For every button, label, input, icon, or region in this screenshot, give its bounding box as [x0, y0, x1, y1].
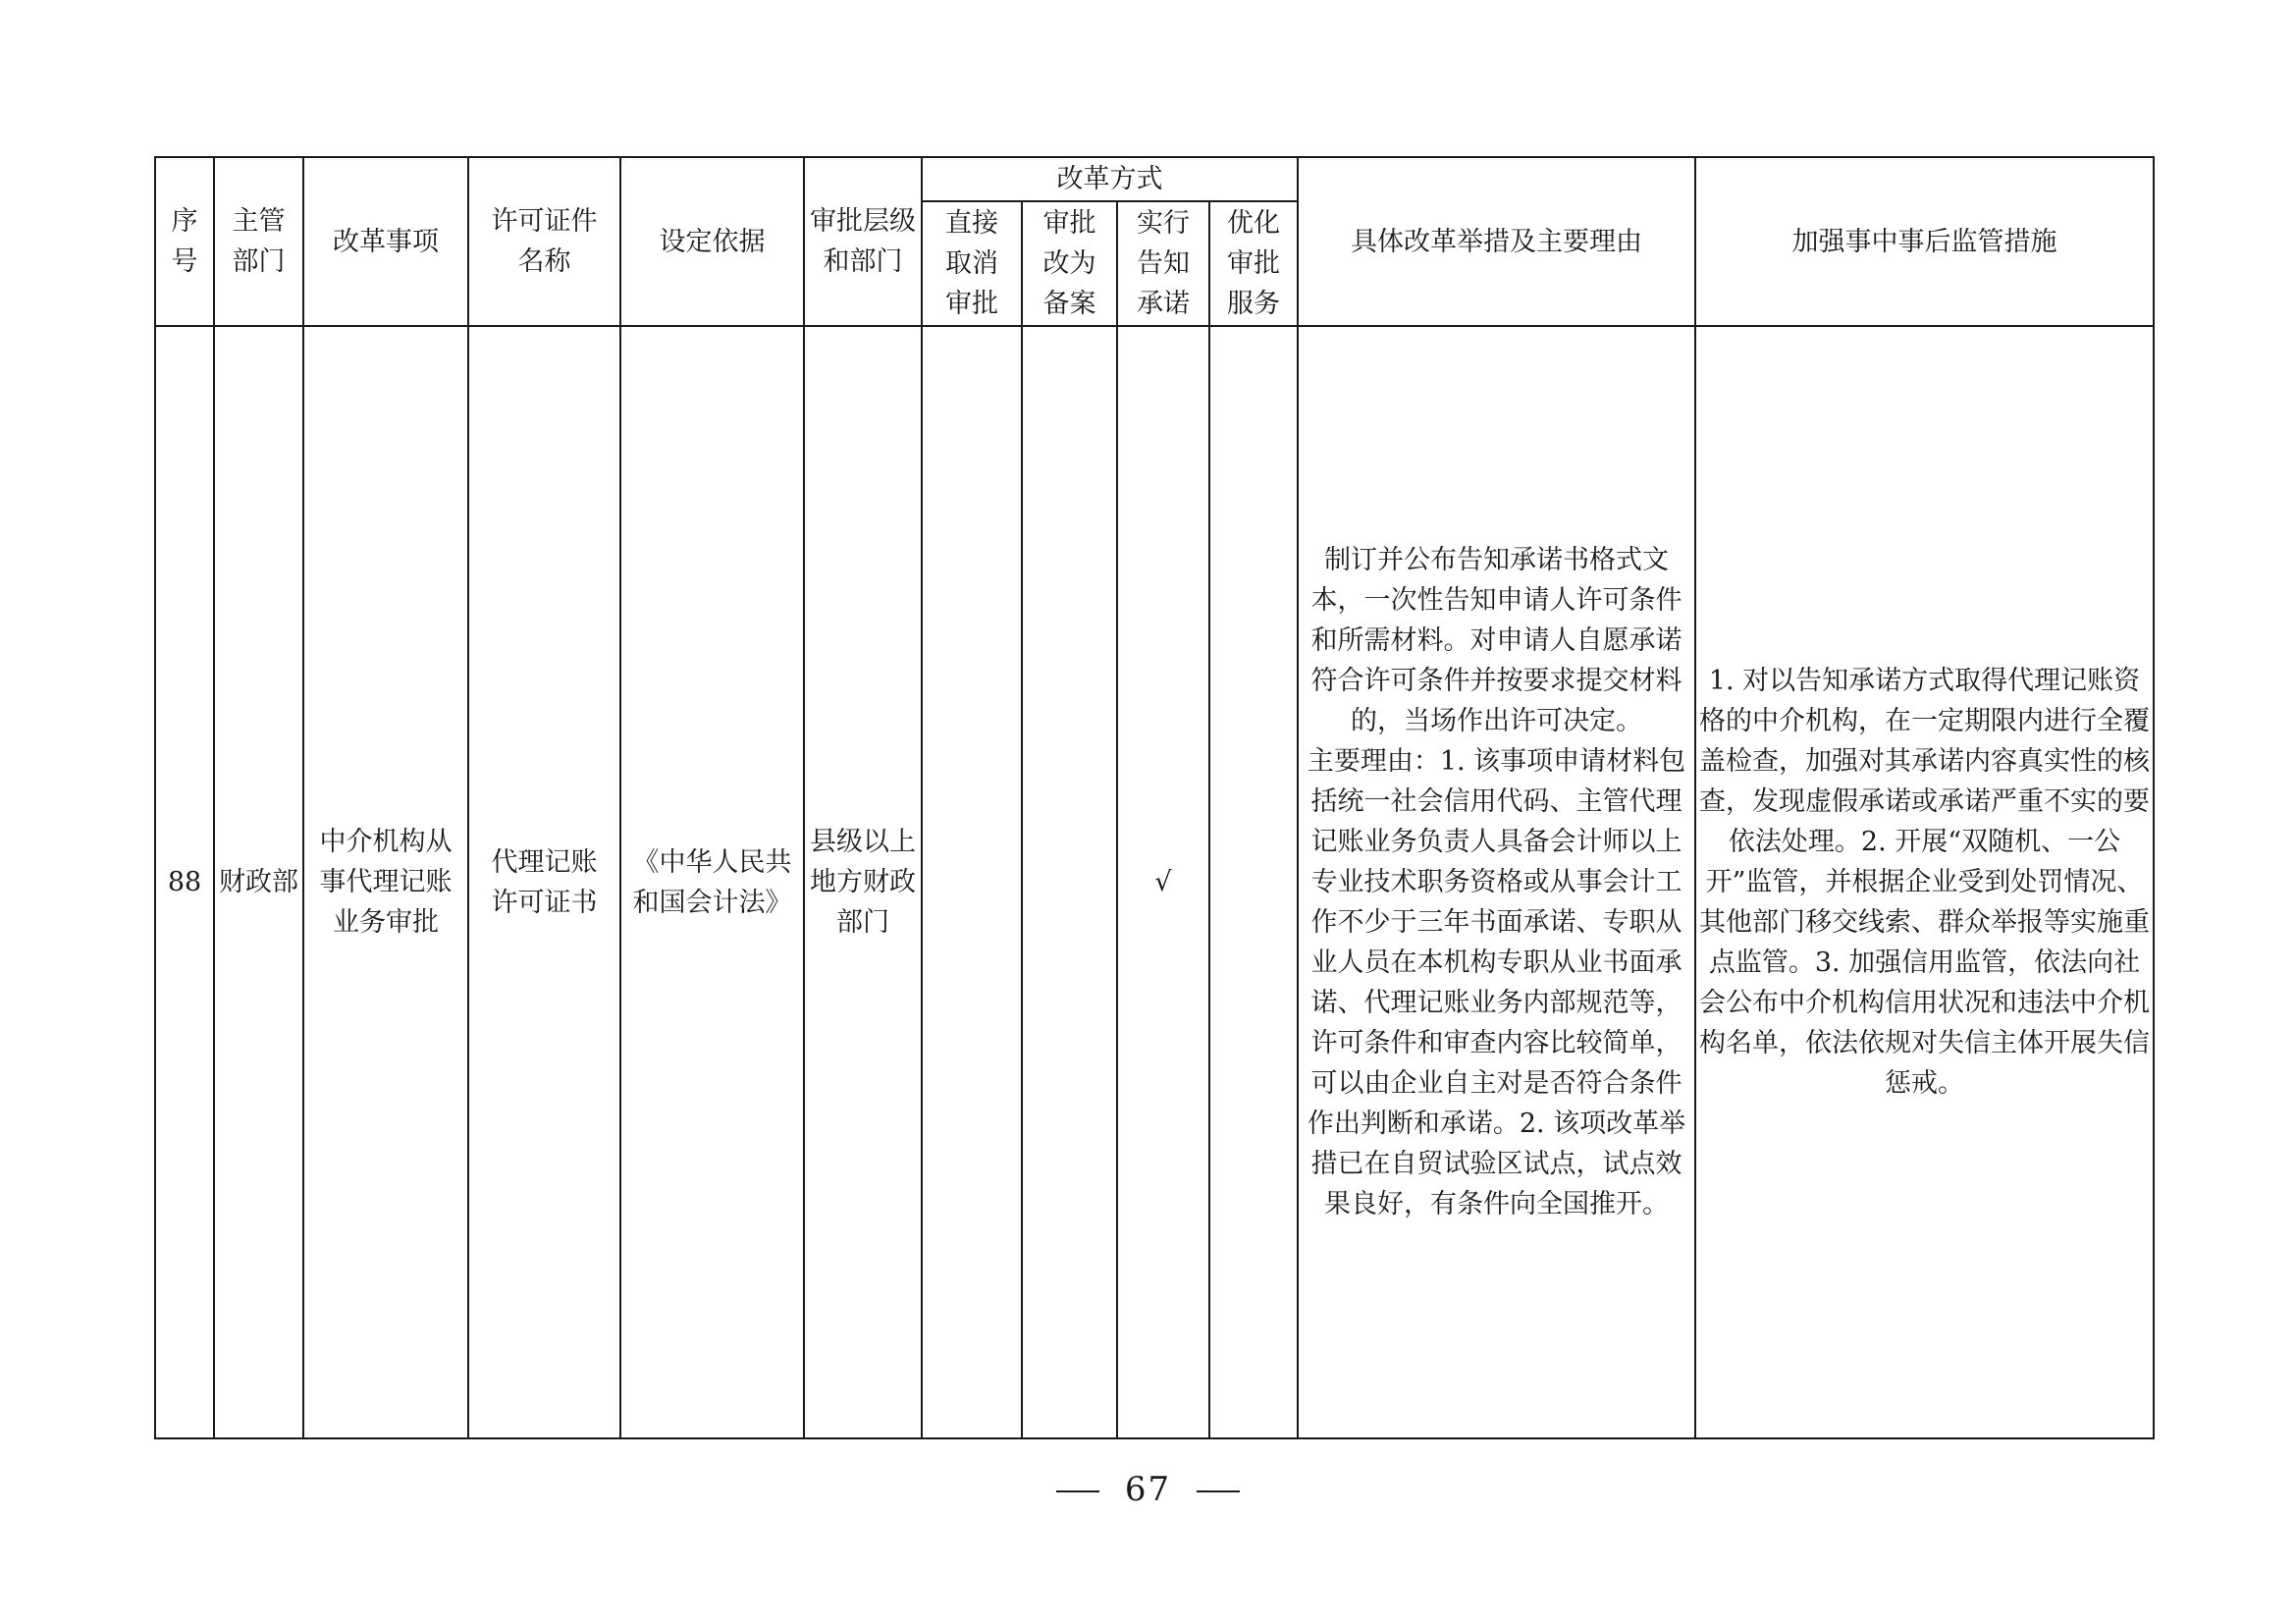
header-seq: 序号	[155, 157, 214, 326]
cell-measures: 制订并公布告知承诺书格式文本，一次性告知申请人许可条件和所需材料。对申请人自愿承诺符合许可条件并按要求提交材料的，当场作出许可决定。 主要理由：1. 该事项申请材料包括统一社会信用代码、主管代理记账业务负责人具备会计师以上专业技术职务资格或从事会计工作不少于三年书面承诺、专职从业人员在本机构专职从业书面承诺、代理记账业务内部规范等，许可条件和审查内容比较简单，可以由企业自主对是否符合条件作出判断和承诺。2. 该项改革举措已在自贸试验区试点，试点效果良好，有条件向全国推开。	[1298, 326, 1695, 1438]
header-method-filing: 审批改为备案	[1022, 201, 1117, 326]
cell-method-filing	[1022, 326, 1117, 1438]
header-measures: 具体改革举措及主要理由	[1298, 157, 1695, 326]
cell-supervision: 1. 对以告知承诺方式取得代理记账资格的中介机构，在一定期限内进行全覆盖检查，加强对其承诺内容真实性的核查，发现虚假承诺或承诺严重不实的要依法处理。2. 开展“双随机、一公开”监管，并根据企业受到处罚情况、其他部门移交线索、群众举报等实施重点监管。3. 加强信用监管，依法向社会公布中介机构信用状况和违法中介机构名单，依法依规对失信主体开展失信惩戒。	[1695, 326, 2154, 1438]
cell-method-cancel	[922, 326, 1022, 1438]
header-method-optimize: 优化审批服务	[1209, 201, 1298, 326]
left-dash	[1056, 1490, 1099, 1492]
header-department: 主管部门	[214, 157, 303, 326]
cell-method-optimize	[1209, 326, 1298, 1438]
cell-approval-level: 县级以上地方财政部门	[804, 326, 922, 1438]
header-method-cancel: 直接取消审批	[922, 201, 1022, 326]
table-row	[155, 326, 2154, 1438]
header-legal-basis: 设定依据	[620, 157, 804, 326]
cell-legal-basis: 《中华人民共和国会计法》	[620, 326, 804, 1438]
page-number	[0, 1470, 2296, 1509]
cell-license-name: 代理记账许可证书	[468, 326, 620, 1438]
header-method-commitment: 实行告知承诺	[1117, 201, 1209, 326]
reform-table	[154, 156, 2155, 1439]
header-license-name: 许可证件名称	[468, 157, 620, 326]
cell-reform-item: 中介机构从事代理记账业务审批	[303, 326, 468, 1438]
cell-department: 财政部	[214, 326, 303, 1438]
cell-seq: 88	[155, 326, 214, 1438]
header-approval-level: 审批层级和部门	[804, 157, 922, 326]
right-dash	[1197, 1490, 1240, 1492]
cell-method-commitment: √	[1117, 326, 1209, 1438]
header-reform-item: 改革事项	[303, 157, 468, 326]
header-supervision: 加强事中事后监管措施	[1695, 157, 2154, 326]
page-number-value: 67	[1124, 1470, 1172, 1509]
header-reform-method: 改革方式	[922, 157, 1298, 201]
